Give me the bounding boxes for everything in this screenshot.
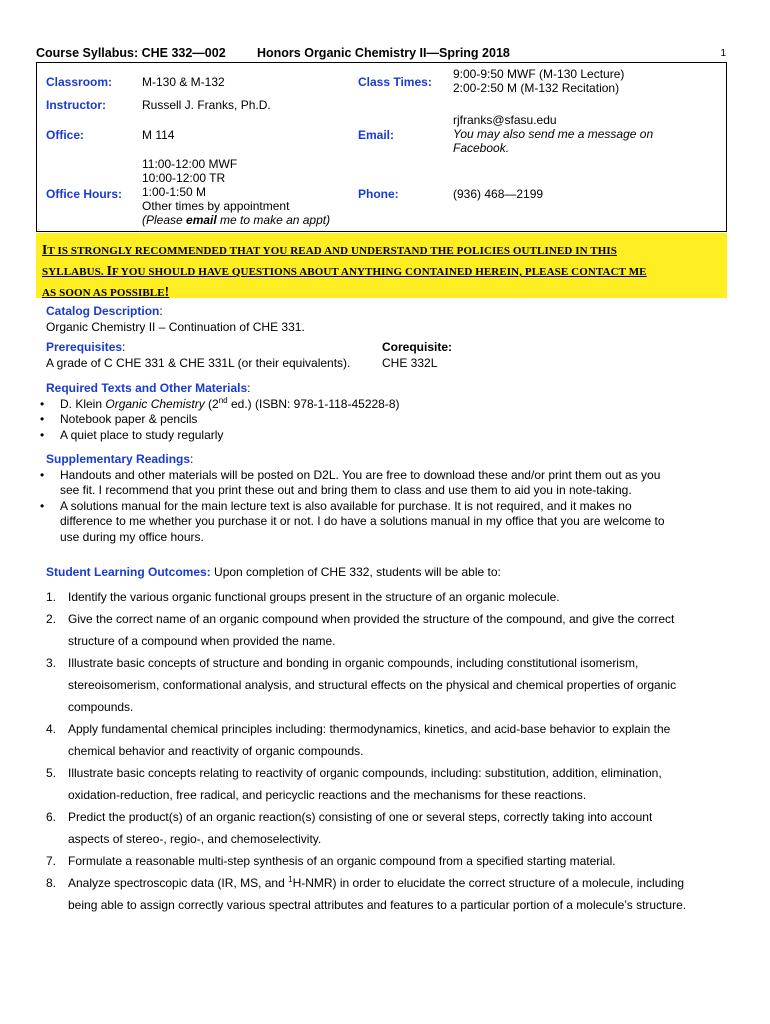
required-texts: Required Texts and Other Materials: • D. Klein Organic Chemistry (2nd ed.) (ISBN: 978-1-118-45228-8) • Notebook paper & pencils • A quiet place to study regularly [46,381,400,443]
policy-warning-banner [36,233,727,298]
course-code: Course Syllabus: CHE 332—002 [36,46,226,60]
list-item: 5. Illustrate basic concepts relating to reactivity of organic compounds, including: substitution, addition, elimination, oxidation-reduction, free radical, and pericyclic reactions and the mechanisms for these reactions. [46,766,662,802]
required-texts-label: Required Texts and Other Materials [46,381,248,395]
warning-line-1: IT IS STRONGLY RECOMMENDED THAT YOU READ AND UNDERSTAND THE POLICIES OUTLINED IN THIS [42,242,617,257]
office-hours-note: (Please email me to make an appt) [142,213,331,227]
prerequisites: Prerequisites: A grade of C CHE 331 & CHE 331L (or their equivalents). [46,340,351,370]
office-hours-item: 11:00-12:00 MWF [142,157,238,171]
office-hours-item: 10:00-12:00 TR [142,171,226,185]
learning-outcomes-heading [46,565,501,581]
slo-label: Student Learning Outcomes: [46,565,211,579]
class-times-label: Class Times: [358,75,432,89]
corequisite [382,340,452,371]
catalog-text: Organic Chemistry II – Continuation of CHE 331. [46,319,305,334]
catalog-description: Catalog Description: Organic Chemistry II – Continuation of CHE 331. [46,304,305,334]
email-link[interactable]: rjfranks@sfasu.edu [453,113,557,127]
slo-intro: Upon completion of CHE 332, students will be able to: [210,565,501,579]
list-item: • A solutions manual for the main lecture text is also available for purchase. It is not required, and it makes no difference to me whether you purchase it or not. I do have a solutions manual in my office that you are welcome to use during my office hours. [38,499,726,546]
warning-line-3: AS SOON AS POSSIBLE! [42,284,170,299]
email-note-2: Facebook. [453,141,510,155]
prereq-text: A grade of C CHE 331 & CHE 331L (or their equivalents). [46,355,351,370]
list-item: 4. Apply fundamental chemical principles including: thermodynamics, kinetics, and acid-base behavior to explain the chemical behavior and reactivity of organic compounds. [46,722,671,758]
coreq-text: CHE 332L [382,355,438,370]
list-item: • D. Klein Organic Chemistry (2nd ed.) (ISBN: 978-1-118-45228-8) [38,397,400,413]
office-value: M 114 [142,128,175,142]
email-block [453,113,653,155]
class-times-value [453,67,624,95]
catalog-label: Catalog Description [46,304,160,318]
required-texts-list [38,397,400,444]
learning-outcomes-list [46,586,726,916]
list-item: 7. Formulate a reasonable multi-step synthesis of an organic compound from a specified starting material. [46,854,616,868]
email-note: You may also send me a message on [453,127,654,141]
office-label: Office: [46,128,85,142]
list-item: • Handouts and other materials will be posted on D2L. You are free to download these and/or print them out as you see fit. I recommend that you print these out and bring them to class and use them to aid you in note-taking. [38,468,726,499]
prereq-label: Prerequisites [46,340,123,354]
course-info-box [36,62,727,232]
warning-line-2: SYLLABUS. IF YOU SHOULD HAVE QUESTIONS ABOUT ANYTHING CONTAINED HEREIN, PLEASE CONTACT ME [42,263,647,278]
classroom-value: M-130 & M-132 [142,75,225,89]
email-label: Email: [358,128,395,142]
list-item: 8. Analyze spectroscopic data (IR, MS, and $^1$H-NMR) in order to elucidate the correct structure of a molecule, including being able to assign correctly various spectral attributes and features to a particular portion of a molecule’s structure. [46,875,687,912]
office-hours-item: Other times by appointment [142,199,290,213]
class-time-lecture: 9:00-9:50 MWF (M-130 Lecture) [453,67,625,81]
classroom-label: Classroom: [46,75,113,89]
list-item: • Notebook paper & pencils [38,412,400,428]
list-item: 6. Predict the product(s) of an organic reaction(s) consisting of one or several steps, correctly taking into account aspects of stereo-, regio-, and chemoselectivity. [46,810,653,846]
page-number: 1 [720,48,726,59]
supplementary-readings: Supplementary Readings: • Handouts and other materials will be posted on D2L. You are free to download these and/or print them out as you see fit. I recommend that you print these out and bring them to class and use them to aid you in note-taking. • A solutions manual for the main lecture text is also available for purchase. It is not required, and it makes no difference to me whether you purchase it or not. I do have a solutions manual in my office that you are welcome to use during my office hours. [46,452,726,545]
list-item: 2. Give the correct name of an organic compound when provided the structure of the compound, and give the correct structure of a compound when provided the name. [46,612,675,648]
class-time-recitation: 2:00-2:50 M (M-132 Recitation) [453,81,620,95]
list-item: 1. Identify the various organic functional groups present in the structure of an organic molecule. [46,590,560,604]
page-header [36,46,726,62]
coreq-label: Corequisite: [382,340,453,354]
office-hours-item: 1:00-1:50 M [142,185,207,199]
list-item: • A quiet place to study regularly [38,428,400,444]
phone-value: (936) 468—2199 [453,187,544,201]
office-hours-label: Office Hours: [46,187,123,201]
instructor-label: Instructor: [46,98,106,112]
office-hours-list [142,157,330,227]
phone-label: Phone: [358,187,399,201]
supplementary-list [38,468,726,546]
course-title: Honors Organic Chemistry II—Spring 2018 [257,46,510,60]
instructor-value: Russell J. Franks, Ph.D. [142,98,271,112]
supplementary-label: Supplementary Readings [46,452,191,466]
list-item: 3. Illustrate basic concepts of structure and bonding in organic compounds, including constitutional isomerism, stereoisomerism, conformational analysis, and structural effects on the physical and chemical properties of organic compounds. [46,656,677,714]
